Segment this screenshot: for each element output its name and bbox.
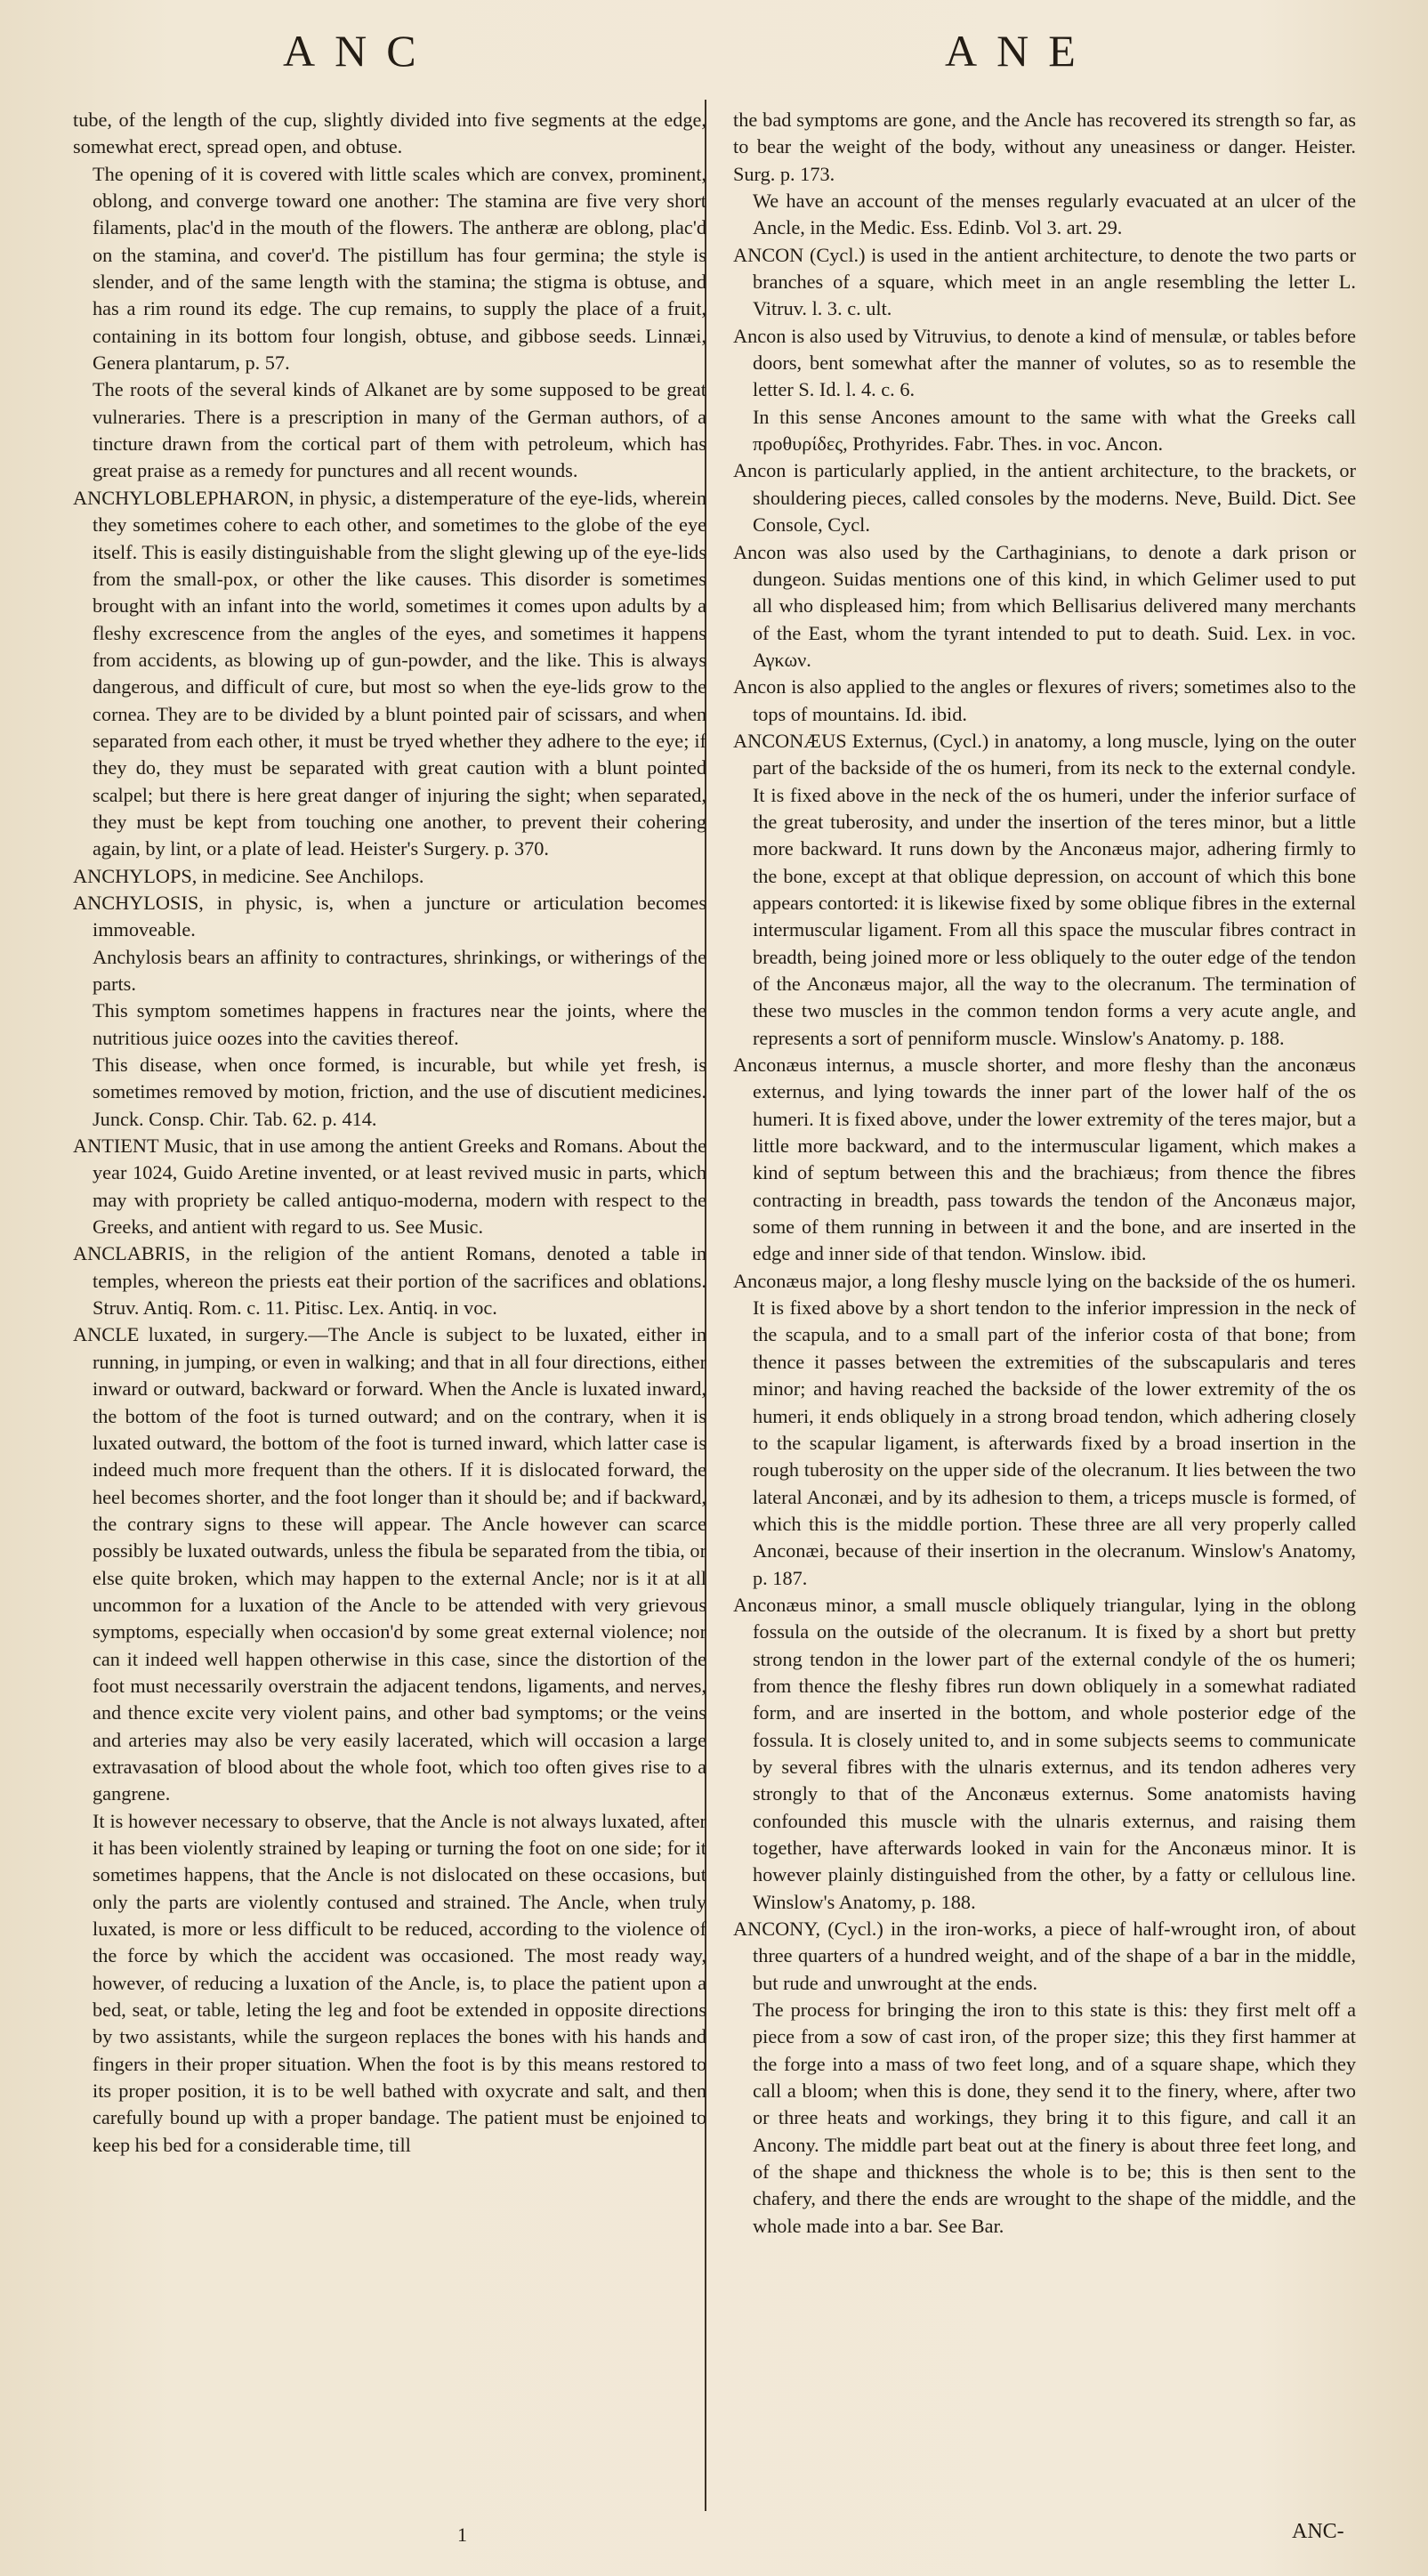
dictionary-entry: ANCONY, (Cycl.) in the iron-works, a piece of half-wrought iron, of about three quarters of a hundred weight, and of the shape of a bar in the middle, but rude and unwrought at the ends. — [733, 1918, 1356, 1994]
left-column — [73, 107, 706, 2159]
dictionary-entry: ANCON (Cycl.) is used in the antient architecture, to denote the two parts or branches of a square, which meet in an angle resembling the letter L. Vitruv. l. 3. c. ult. — [733, 243, 1356, 320]
dictionary-entry: Ancon is particularly applied, in the antient architecture, to the brackets, or shouldering pieces, called consoles by the moderns. Neve, Build. Dict. See Console, Cycl. — [733, 459, 1356, 537]
paragraph: The opening of it is covered with little scales which are convex, prominent, oblong, and converge toward one another: The stamina are five very short filaments, plac'd in the mouth of the flowers. The antheræ are oblong, plac'd on the stamina, and cover'd. The pistillum has four germina; the style is slender, and of the same length with the stamina; the stigma is obtuse, and has a rim round its edge. The cup remains, to supply the place of a fruit, containing in its bottom four longish, obtuse, and gibbose seeds. Linnæi, Genera plantarum, p. 57. — [93, 162, 706, 375]
paragraph: the bad symptoms are gone, and the Ancle has recovered its strength so far, as to bear the weight of the body, without any uneasiness or danger. Heister. Surg. p. 173. — [733, 109, 1356, 185]
paragraph: It is however necessary to observe, that the Ancle is not always luxated, after it has been violently strained by leaping or turning the foot on one side; for it sometimes happens, that the Ancle is not dislocated on these occasions, but only the parts are violently contused and strained. The Ancle, when truly luxated, is more or less difficult to be reduced, according to the violence of the force by which the accident was occasioned. The most ready way, however, of reducing a luxation of the Ancle, is, to place the patient upon a bed, seat, or table, leting the leg and foot be extended in opposite directions by two assistants, while the surgeon replaces the bones with his hands and fingers in their proper situation. When the foot is by this means restored to its proper position, it is to be well bathed with oxycrate and salt, and then carefully bound up with a proper bandage. The patient must be enjoined to keep his bed for a considerable time, till — [93, 1809, 706, 2156]
paragraph: In this sense Ancones amount to the same with what the Greeks call προθυρίδες, Prothyrides. Fabr. Thes. in voc. Ancon. — [753, 405, 1356, 456]
paragraph: We have an account of the menses regularly evacuated at an ulcer of the Ancle, in the Medic. Ess. Edinb. Vol 3. art. 29. — [753, 190, 1356, 239]
paragraph: This disease, when once formed, is incurable, but while yet fresh, is sometimes removed by motion, friction, and the use of discutient medicines. Junck. Consp. Chir. Tab. 62. p. 414. — [93, 1054, 706, 1130]
dictionary-entry: ANCLE luxated, in surgery.—The Ancle is subject to be luxated, either in running, in jumping, or even in walking; and that in all four directions, either inward or outward, backward or forward. When the Ancle is luxated inward, the bottom of the foot is turned outward; and on the contrary, when it is luxated outward, the bottom of the foot is turned inward, which latter case is indeed much more frequent than the others. If it is dislocated forward, the heel becomes shorter, and the foot longer than it should be; and if backward, the contrary signs to these will appear. The Ancle however can scarce possibly be luxated outwards, unless the fibula be separated from the tibia, or else quite broken, which may happen to the external Ancle; nor is it at all uncommon for a luxation of the Ancle to be attended with very grievous symptoms, especially when occasion'd by some great external violence; nor can it indeed well happen otherwise in this case, since the distortion of the foot must necessarily overstrain the adjacent tendons, ligaments, and nerves, and thence excite very violent pains, and other bad symptoms; or the veins and arteries may also be very easily lacerated, which will occasion a large extravasation of blood about the whole foot, which too often gives rise to a gangrene. — [73, 1323, 706, 1805]
paragraph: This symptom sometimes happens in fractures near the joints, where the nutritious juice oozes into the cavities thereof. — [93, 999, 706, 1049]
paragraph: Anchylosis bears an affinity to contractures, shrinkings, or witherings of the parts. — [93, 945, 706, 995]
page-number: 1 — [457, 2524, 467, 2546]
dictionary-entry: ANCHYLOPS, in medicine. See Anchilops. — [73, 864, 424, 887]
right-column — [733, 107, 1356, 2240]
paragraph: tube, of the length of the cup, slightly divided into five segments at the edge, somewhat erect, spread open, and obtuse. — [73, 109, 706, 158]
dictionary-entry: ANCONÆUS Externus, (Cycl.) in anatomy, a long muscle, lying on the outer part of the backside of the os humeri, from its neck to the external condyle. It is fixed above in the neck of the os humeri, under the inferior surface of the great tuberosity, and under the insertion of the teres minor, but a little more backward. It runs down by the Anconæus major, adhering firmly to the bone, except at that oblique depression, on account of which this bone appears contorted: it is likewise fixed by some oblique fibres in the external intermuscular ligament. From all this space the muscular fibres contract in breadth, being joined more or less obliquely to the outer edge of the tendon of the Anconæus major, all the way to the olecranum. The termination of these two muscles in the common tendon forms a very acute angle, and represents a sort of penniform muscle. Winslow's Anatomy. p. 188. — [733, 729, 1356, 1049]
dictionary-entry: Ancon was also used by the Carthaginians, to denote a dark prison or dungeon. Suidas mentions one of this kind, in which Gelimer used to put all who displeased him; from which Bellisarius delivered many merchants of the East, whom the tyrant intended to put to death. Suid. Lex. in voc. Αγκων. — [733, 540, 1356, 671]
running-heads — [0, 25, 1428, 87]
paragraph: The process for bringing the iron to this state is this: they first melt off a piece from a sow of cast iron, of the proper size; this they first hammer at the forge into a mass of two feet long, and of a square shape, which they call a bloom; when this is done, they send it to the finery, where, after two or three heats and workings, they bring it to this figure, and call it an Ancony. The middle part beat out at the finery is about three feet long, and of the shape and thickness the whole is to be; this is then sent to the chafery, and there the ends are wrought to the shape of the middle, and the whole made into a bar. See Bar. — [753, 1999, 1356, 2237]
paragraph: The roots of the several kinds of Alkanet are by some supposed to be great vulneraries. There is a prescription in many of the German authors, of a tincture drawn from the cortical part of them with petroleum, which has great praise as a remedy for punctures and all recent wounds. — [93, 378, 706, 482]
dictionary-entry: ANCHYLOSIS, in physic, is, when a juncture or articulation becomes immoveable. — [73, 891, 706, 941]
dictionary-entry: ANCHYLOBLEPHARON, in physic, a distemperature of the eye-lids, wherein they sometimes cohere to each other, and sometimes to the globe of the eye itself. This is easily distinguishable from the slight glewing up of the eye-lids from the small-pox, or other the like causes. This disorder is sometimes brought with an infant into the world, sometimes it comes upon adults by a fleshy excrescence from the angles of the eyes, and sometimes it happens from accidents, as blowing up of gun-powder, and the like. This is always dangerous, and difficult of cure, but most so when the eye-lids grow to the cornea. They are to be divided by a blunt pointed pair of scissars, and when separated from each other, it must be tryed whether they adhere to the eye; if they do, they must be separated with great caution with a blunt pointed scalpel; but there is here great danger of injuring the sight; when separated, they must be kept from touching one another, to prevent their cohering again, by lint, or a plate of lead. Heister's Surgery. p. 370. — [73, 486, 706, 860]
dictionary-entry: Ancon is also applied to the angles or flexures of rivers; sometimes also to the tops of mountains. Id. ibid. — [733, 675, 1356, 725]
dictionary-entry: Anconæus major, a long fleshy muscle lying on the backside of the os humeri. It is fixed above by a short tendon to the inferior impression in the neck of the scapula, and to a small part of the inferior costa of that bone; from thence it passes between the extremities of the subscapularis and teres minor; and having reached the backside of the lower extremity of the os humeri, it ends obliquely in a strong broad tendon, which adhering closely to the scapular ligament, is afterwards fixed by a broad insertion in the rough tuberosity on the upper side of the olecranum. It lies between the two lateral Anconæi, and by its adhesion to them, a triceps muscle is formed, of which this is the middle portion. These three are all very properly called Anconæi, because of their insertion in the olecranum. Winslow's Anatomy, p. 187. — [733, 1269, 1356, 1589]
running-head-right: ANE — [945, 26, 1095, 76]
dictionary-entry: Anconæus minor, a small muscle obliquely triangular, lying in the oblong fossula on the outside of the olecranum. It is fixed by a short but pretty strong tendon in the lower part of the external condyle of the os humeri; from thence the fleshy fibres run down obliquely in a somewhat radiated form, and are inserted in the bottom, and whole posterior edge of the fossula. It is closely united to, and in some subjects seems to communicate by several fibres with the ulnaris externus, and its tendon adheres very strongly to that of the Anconæus externus. Some anatomists having confounded this muscle with the ulnaris externus, and raising them together, have afterwards looked in vain for the Anconæus minor. It is however plainly distinguished from the other, by a fatty or cellulous line. Winslow's Anatomy, p. 188. — [733, 1593, 1356, 1913]
catchword: ANC- — [1292, 2520, 1344, 2543]
dictionary-entry: Anconæus internus, a muscle shorter, and more fleshy than the anconæus externus, and lying towards the inner part of the lower half of the os humeri. It is fixed above, under the lower extremity of the teres major, but a little more backward, and to the intermuscular ligament, which makes a kind of septum between this and the brachiæus; from thence the fibres contracting in breadth, pass towards the tendon of the Anconæus major, some of them running in between it and the bone, and are inserted in the edge and inner side of that tendon. Winslow. ibid. — [733, 1054, 1356, 1265]
dictionary-entry: ANCLABRIS, in the religion of the antient Romans, denoted a table in temples, whereon the priests eat their portion of the sacrifices and oblations. Struv. Antiq. Rom. c. 11. Pitisc. Lex. Antiq. in voc. — [73, 1242, 706, 1320]
dictionary-entry: ANTIENT Music, that in use among the antient Greeks and Romans. About the year 1024, Guido Aretine invented, or at least revived music in parts, which may with propriety be called antiquo-moderna, modern with respect to the Greeks, and antient with regard to us. See Music. — [73, 1135, 706, 1239]
running-head-left: ANC — [283, 26, 436, 76]
dictionary-entry: Ancon is also used by Vitruvius, to denote a kind of mensulæ, or tables before doors, bent somewhat after the manner of volutes, so as to resemble the letter S. Id. l. 4. c. 6. — [733, 324, 1356, 401]
